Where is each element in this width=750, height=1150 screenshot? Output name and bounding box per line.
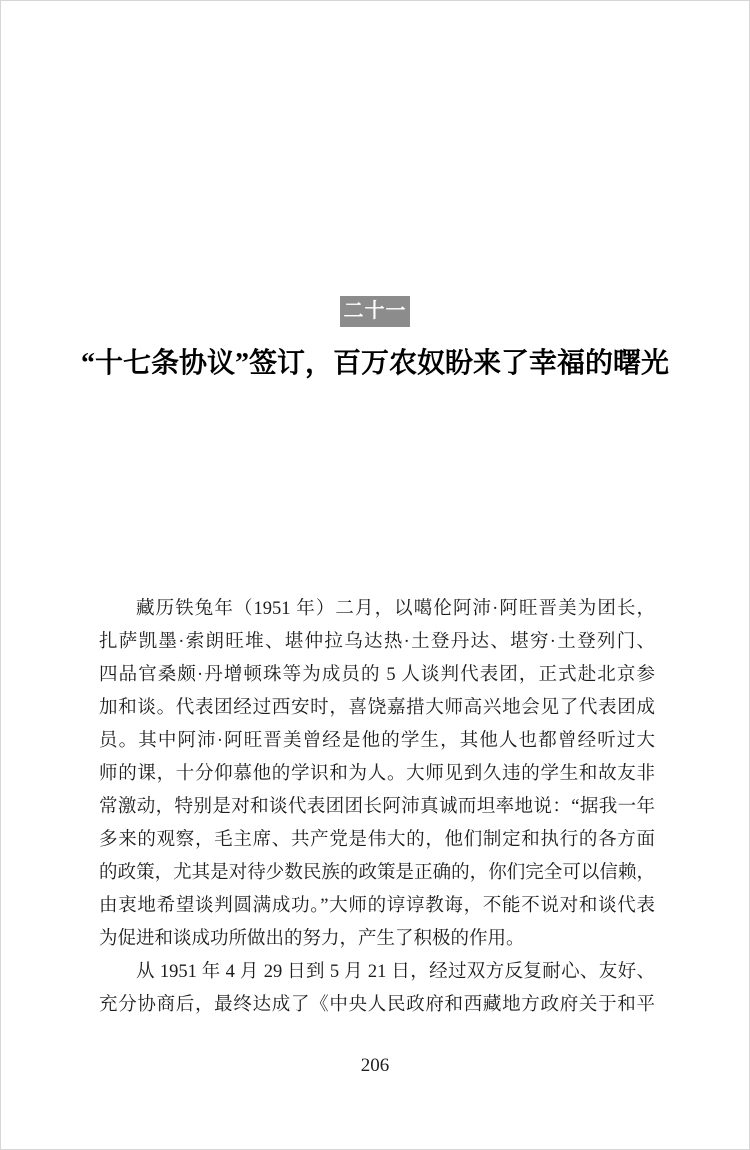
- body-line: 师的课，十分仰慕他的学识和为人。大师见到久违的学生和故友非: [99, 764, 655, 784]
- body-line: 扎萨凯墨·索朗旺堆、堪仲拉乌达热·土登丹达、堪穷·土登列门、: [99, 632, 655, 652]
- chapter-title: “十七条协议”签订，百万农奴盼来了幸福的曙光: [80, 348, 669, 379]
- body-line: 由衷地希望谈判圆满成功。”大师的谆谆教诲，不能不说对和谈代表: [99, 896, 655, 916]
- page-number: 206: [360, 1055, 390, 1076]
- body-line: 常激动，特别是对和谈代表团团长阿沛真诚而坦率地说：“据我一年: [99, 797, 655, 817]
- body-line: 四品官桑颇·丹增顿珠等为成员的 5 人谈判代表团，正式赴北京参: [99, 665, 655, 685]
- chapter-number: 二十一: [343, 300, 407, 322]
- body-line: 的政策，尤其是对待少数民族的政策是正确的，你们完全可以信赖，: [99, 863, 655, 883]
- body-text: [99, 593, 655, 1022]
- body-line: 藏历铁兔年（1951 年）二月，以噶伦阿沛·阿旺晋美为团长，: [136, 599, 655, 619]
- body-line: 多来的观察，毛主席、共产党是伟大的，他们制定和执行的各方面: [99, 830, 655, 850]
- body-line: 员。其中阿沛·阿旺晋美曾经是他的学生，其他人也都曾经听过大: [99, 731, 655, 751]
- chapter-number-box: [340, 296, 410, 327]
- body-line: 为促进和谈成功所做出的努力，产生了积极的作用。: [99, 929, 525, 949]
- body-line: 充分协商后，最终达成了《中央人民政府和西藏地方政府关于和平: [99, 995, 655, 1015]
- body-line: 加和谈。代表团经过西安时，喜饶嘉措大师高兴地会见了代表团成: [99, 698, 655, 718]
- body-line: 从 1951 年 4 月 29 日到 5 月 21 日，经过双方反复耐心、友好、: [136, 962, 655, 982]
